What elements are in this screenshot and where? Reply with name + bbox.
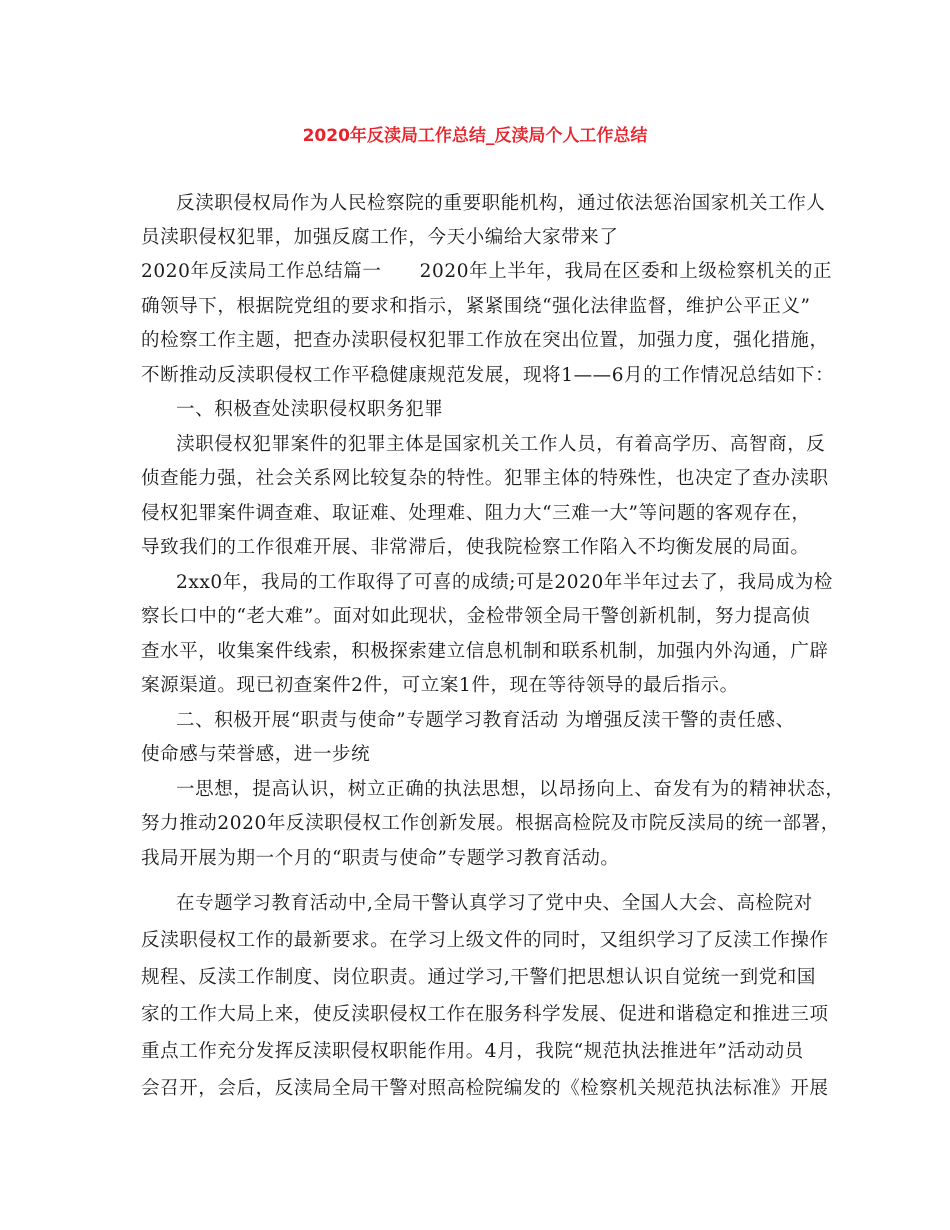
body-line: 查水平，收集案件线索，积极探索建立信息机制和联系机制，加强内外沟通，广辟 [141, 641, 829, 662]
body-line: 2020年反渎局工作总结篇一 2020年上半年，我局在区委和上级检察机关的正 [141, 261, 833, 282]
body-line: 会召开，会后，反渎局全局干警对照高检院编发的《检察机关规范执法标准》开展 [141, 1078, 829, 1099]
body-line: 反渎职侵权工作的最新要求。在学习上级文件的同时，又组织学习了反渎工作操作 [141, 930, 829, 951]
body-line: 的检察工作主题，把查办渎职侵权犯罪工作放在突出位置，加强力度，强化措施， [141, 330, 829, 351]
body-line: 2xx0年，我局的工作取得了可喜的成绩;可是2020年半年过去了，我局成为检 [176, 572, 834, 593]
body-line: 反渎职侵权局作为人民检察院的重要职能机构，通过依法惩治国家机关工作人 [176, 193, 826, 214]
section-heading: 一、积极查处渎职侵权职务犯罪 [176, 399, 444, 420]
body-line: 家的工作大局上来，使反渎职侵权工作在服务科学发展、促进和谐稳定和推进三项 [141, 1004, 829, 1025]
section-heading: 二、积极开展“职责与使命”专题学习教育活动 为增强反渎干警的责任感、 [176, 710, 795, 731]
body-line: 察长口中的“老大难”。面对如此现状，金检带领全局干警创新机制，努力提高侦 [141, 606, 811, 627]
document-title: 2020年反渎局工作总结_反渎局个人工作总结 [302, 126, 648, 146]
body-line: 案源渠道。现已初查案件2件，可立案1件，现在等待领导的最后指示。 [141, 675, 739, 696]
body-line: 侵权犯罪案件调查难、取证难、处理难、阻力大“三难一大”等问题的客观存在， [141, 503, 811, 524]
body-line: 我局开展为期一个月的“职责与使命”专题学习教育活动。 [141, 848, 620, 869]
body-line: 使命感与荣誉感，进一步统 [141, 744, 371, 765]
body-line: 确领导下，根据院党组的要求和指示，紧紧围绕“强化法律监督，维护公平正义” [141, 296, 811, 317]
body-line: 在专题学习教育活动中,全局干警认真学习了党中央、全国人大会、高检院对 [176, 893, 813, 914]
body-line: 一思想，提高认识，树立正确的执法思想，以昂扬向上、奋发有为的精神状态， [176, 779, 845, 800]
body-line: 努力推动2020年反渎职侵权工作创新发展。根据高检院及市院反渎局的统一部署， [141, 813, 840, 834]
body-line: 侦查能力强，社会关系网比较复杂的特性。犯罪主体的特殊性，也决定了查办渎职 [141, 468, 829, 489]
body-line: 员渎职侵权犯罪，加强反腐工作，今天小编给大家带来了 [141, 227, 619, 248]
body-line: 重点工作充分发挥反渎职侵权职能作用。4月，我院“规范执法推进年”活动动员 [141, 1041, 804, 1062]
body-line: 不断推动反渎职侵权工作平稳健康规范发展，现将1——6月的工作情况总结如下： [141, 365, 835, 386]
body-line: 导致我们的工作很难开展、非常滞后，使我院检察工作陷入不均衡发展的局面。 [141, 537, 810, 558]
body-line: 规程、反渎工作制度、岗位职责。通过学习,干警们把思想认识自觉统一到党和国 [141, 967, 816, 988]
body-line: 渎职侵权犯罪案件的犯罪主体是国家机关工作人员，有着高学历、高智商，反 [176, 434, 826, 455]
